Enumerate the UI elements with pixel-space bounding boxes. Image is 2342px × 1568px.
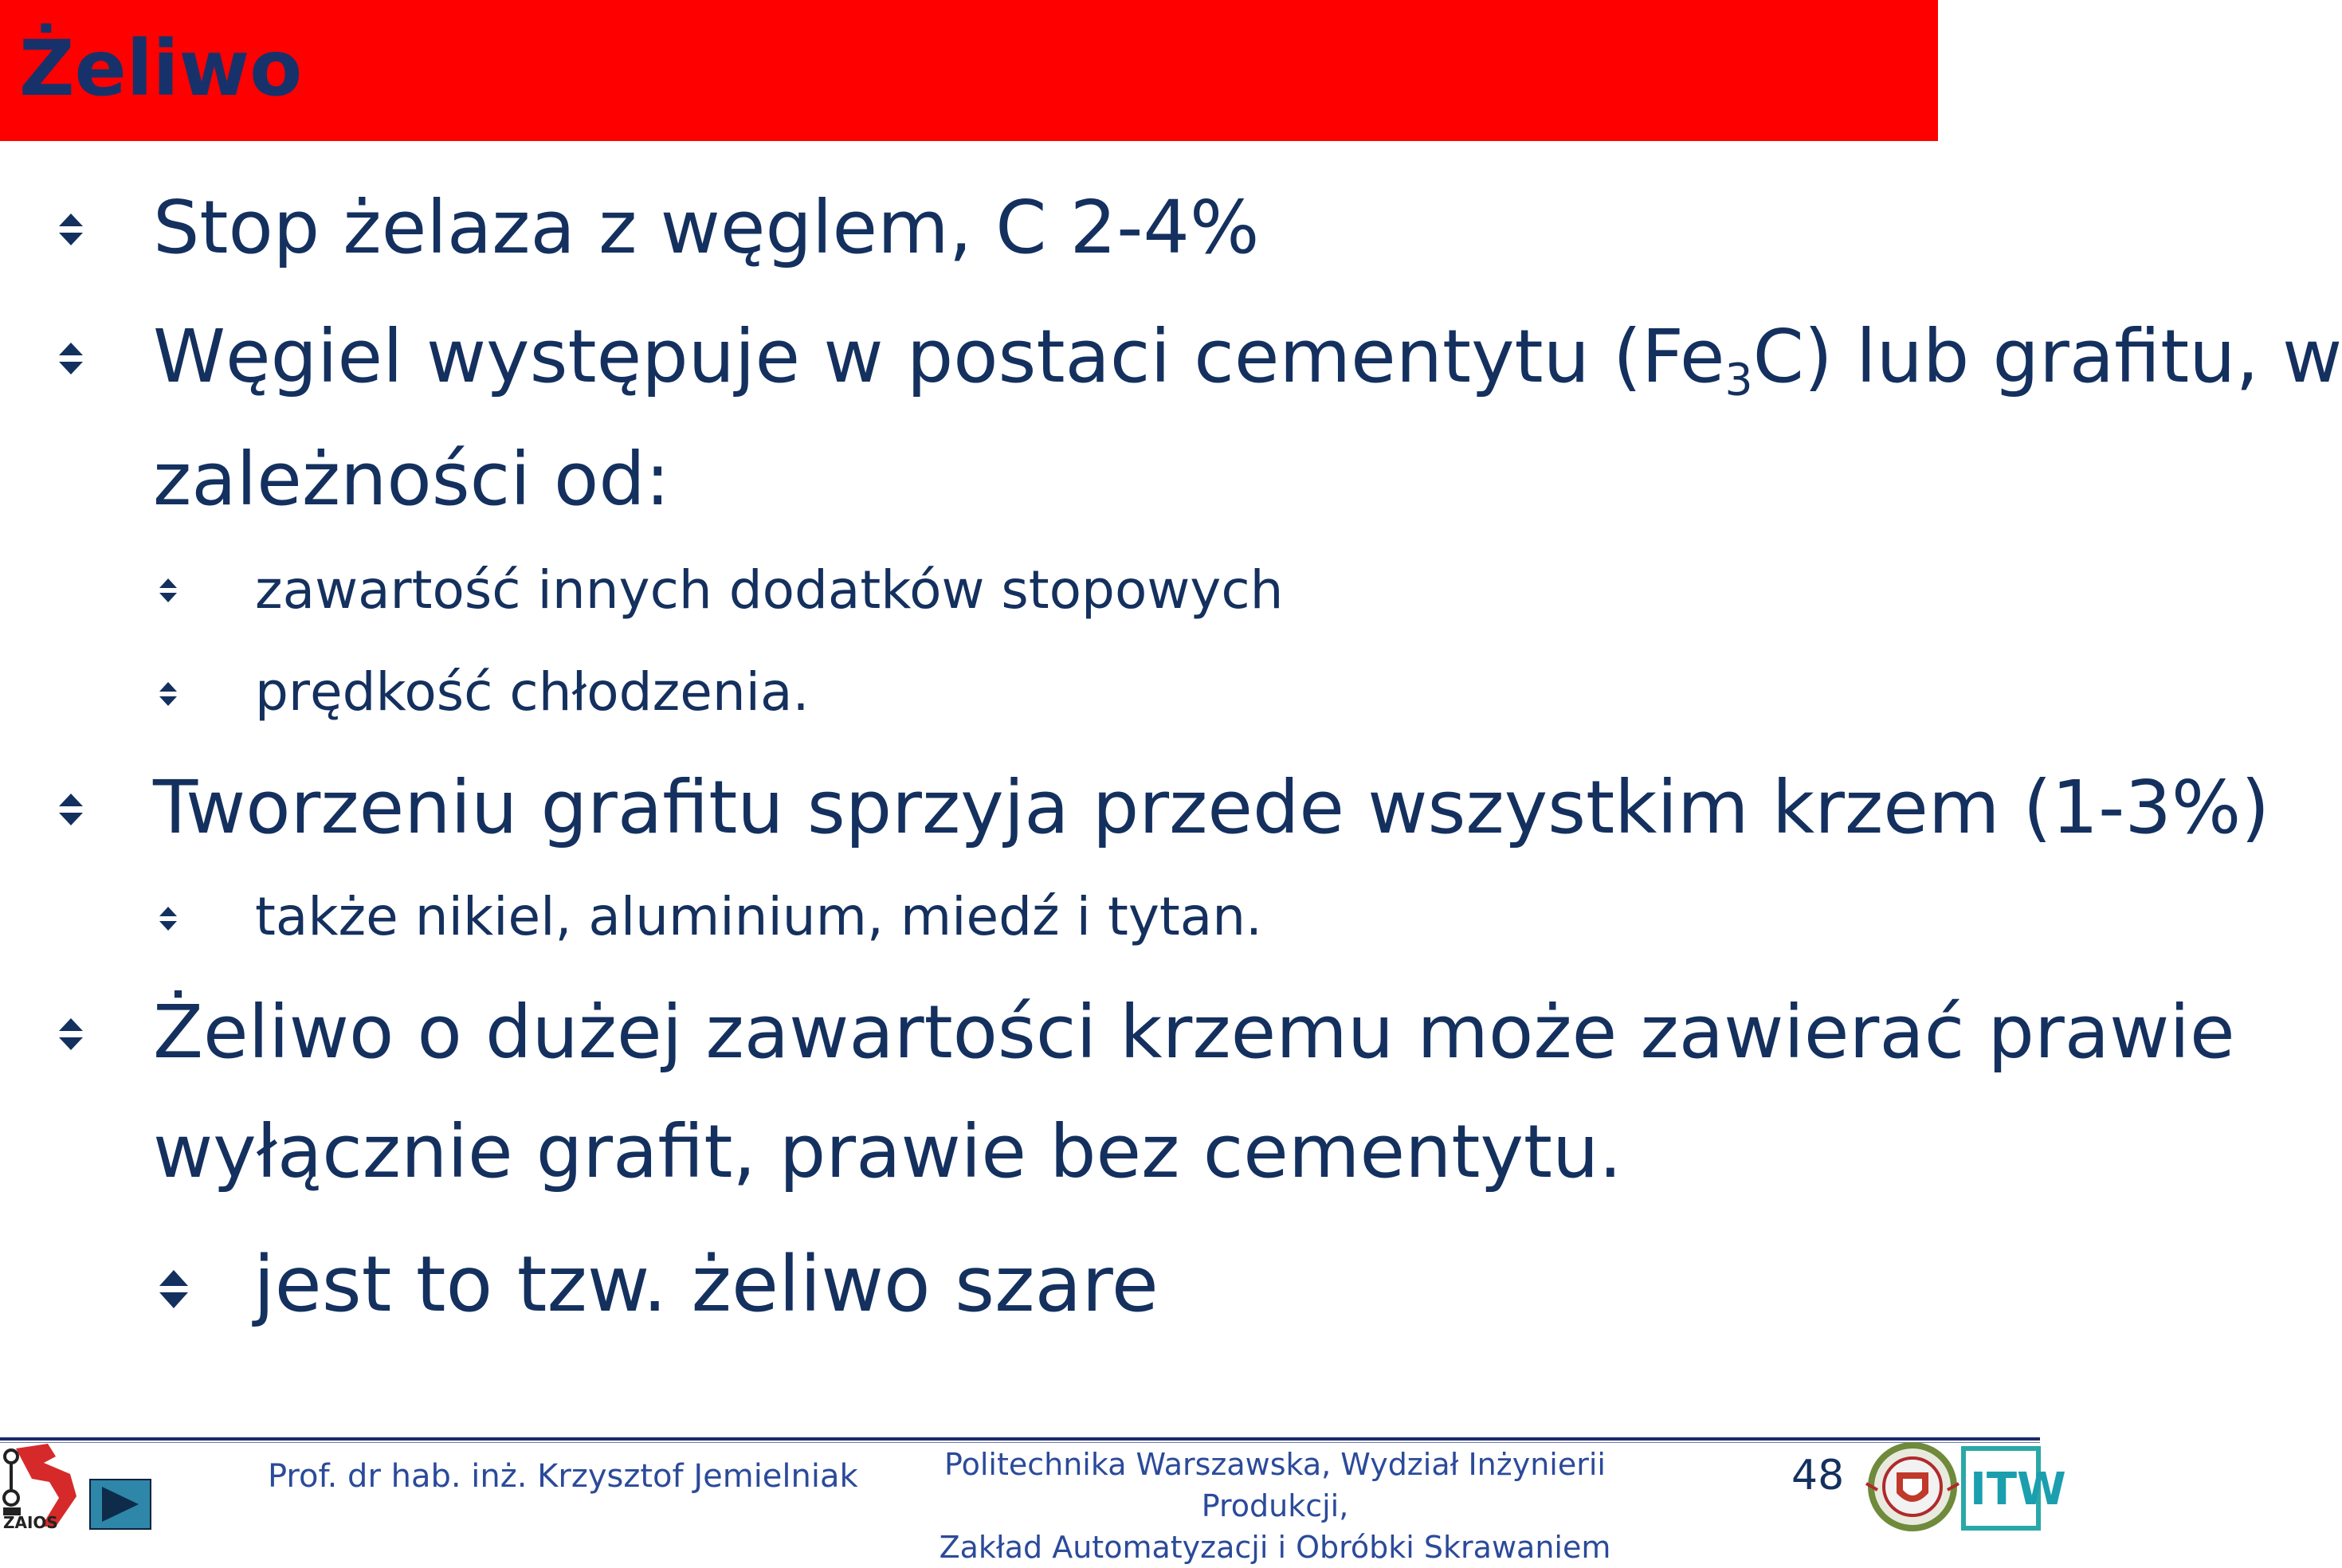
footer-rule-thin [0,1442,2040,1443]
zaios-logo-icon [0,1441,88,1530]
bullet-diamond-icon [158,680,178,708]
university-seal-icon [1865,1441,1963,1530]
page-number: 48 [1791,1452,1845,1499]
footer-author: Prof. dr hab. inż. Krzysztof Jemielniak [268,1458,858,1495]
bullet-2-text: Węgiel występuje w postaci cementytu $(Fe_3C)$ lub grafitu, w [153,314,2342,406]
footer-institution-line2: Zakład Automatyzacji i Obróbki Skrawaniem [939,1530,1611,1565]
bullet-2-continuation: zależności od: [153,437,670,522]
slide-title: Żeliwo [19,24,303,113]
footer-institution-line1: Politechnika Warszawska, Wydział Inżynierii Produkcji, [944,1447,1606,1523]
bullet-1-text: Stop żelaza z węglem, C 2-4% [153,185,1260,270]
footer-institution [892,1444,1657,1568]
bullet-3-text: Tworzeniu grafitu sprzyja przede wszystkim krzem (1-3%) [153,765,2270,850]
bullet-diamond-icon [158,1268,190,1310]
itw-logo-text: ITW [1970,1464,2066,1515]
footer-rule [0,1437,2040,1441]
bullet-diamond-icon [158,905,178,932]
bullet-diamond-icon [57,212,84,247]
next-slide-button[interactable] [89,1479,151,1530]
bullet-4-text: Żeliwo o dużej zawartości krzemu może zawierać prawie [153,990,2235,1075]
sub-bullet-4-1: jest to tzw. żeliwo szare [253,1240,1159,1329]
bullet-diamond-icon [57,1017,84,1052]
sub-bullet-2-2: prędkość chłodzenia. [255,661,810,723]
zaios-logo-text: ZAIOS [3,1513,58,1532]
bullet-diamond-icon [57,341,84,376]
bullet-diamond-icon [158,577,178,604]
bullet-diamond-icon [57,792,84,827]
bullet-4-continuation: wyłącznie grafit, prawie bez cementytu. [153,1109,1622,1194]
itw-logo-icon [1960,1447,2066,1530]
sub-bullet-3-1: także nikiel, aluminium, miedź i tytan. [255,886,1263,947]
sub-bullet-2-1: zawartość innych dodatków stopowych [255,559,1284,621]
